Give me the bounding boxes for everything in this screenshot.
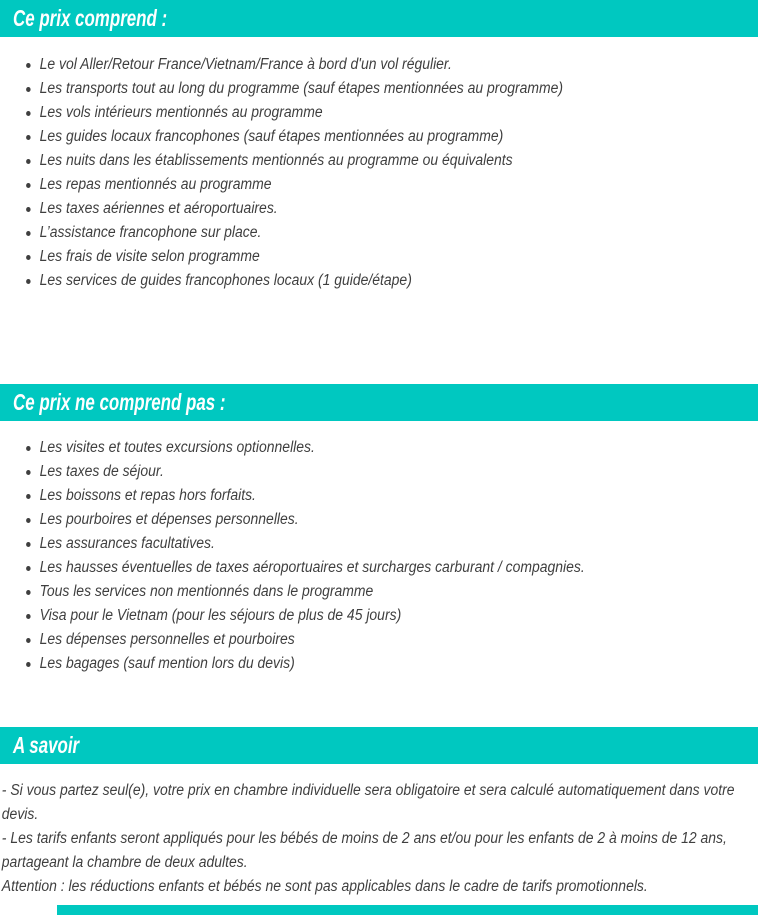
list-item: Les repas mentionnés au programme — [40, 173, 758, 197]
note-paragraph: Attention : les réductions enfants et bébés ne sont pas applicables dans le cadre de tarifs promotionnels. — [1, 878, 648, 895]
price-includes-items — [0, 53, 758, 293]
price-excludes-title: Ce prix ne comprend pas : — [13, 389, 226, 415]
price-excludes-header-bar — [0, 384, 758, 421]
good-to-know-header-bar — [0, 727, 758, 764]
list-item: L’assistance francophone sur place. — [40, 221, 758, 245]
price-excludes-items — [0, 436, 758, 676]
list-item: Les hausses éventuelles de taxes aéroportuaires et surcharges carburant / compagnies. — [40, 556, 758, 580]
list-item: Les taxes aériennes et aéroportuaires. — [40, 197, 758, 221]
list-item: Les services de guides francophones locaux (1 guide/étape) — [40, 269, 758, 293]
list-item: Les taxes de séjour. — [40, 460, 758, 484]
list-item: Les visites et toutes excursions optionnelles. — [40, 436, 758, 460]
good-to-know-notes — [0, 779, 758, 899]
price-includes-header-bar — [0, 0, 758, 37]
list-item: Tous les services non mentionnés dans le programme — [40, 580, 758, 604]
good-to-know-title: A savoir — [13, 732, 80, 758]
list-item: Les transports tout au long du programme (sauf étapes mentionnées au programme) — [40, 77, 758, 101]
list-item: Les dépenses personnelles et pourboires — [40, 628, 758, 652]
list-item: Les guides locaux francophones (sauf étapes mentionnées au programme) — [40, 125, 758, 149]
list-item: Les frais de visite selon programme — [40, 245, 758, 269]
next-section-bar-partial — [57, 905, 758, 915]
list-item: Les boissons et repas hors forfaits. — [40, 484, 758, 508]
list-item: Visa pour le Vietnam (pour les séjours de plus de 45 jours) — [40, 604, 758, 628]
note-paragraph: - Les tarifs enfants seront appliqués pour les bébés de moins de 2 ans et/ou pour les enfants de 2 à moins de 12 ans, partageant la chambre de deux adultes. — [1, 830, 727, 871]
list-item: Les pourboires et dépenses personnelles. — [40, 508, 758, 532]
price-excludes-list — [0, 436, 758, 676]
price-includes-list — [0, 53, 758, 293]
price-includes-title: Ce prix comprend : — [13, 5, 168, 31]
list-item: Les bagages (sauf mention lors du devis) — [40, 652, 758, 676]
list-item: Les vols intérieurs mentionnés au programme — [40, 101, 758, 125]
list-item: Les nuits dans les établissements mentionnés au programme ou équivalents — [40, 149, 758, 173]
note-paragraph: - Si vous partez seul(e), votre prix en chambre individuelle sera obligatoire et sera calculé automatiquement dans votre devis. — [1, 782, 735, 823]
list-item: Le vol Aller/Retour France/Vietnam/France à bord d'un vol régulier. — [40, 53, 758, 77]
list-item: Les assurances facultatives. — [40, 532, 758, 556]
